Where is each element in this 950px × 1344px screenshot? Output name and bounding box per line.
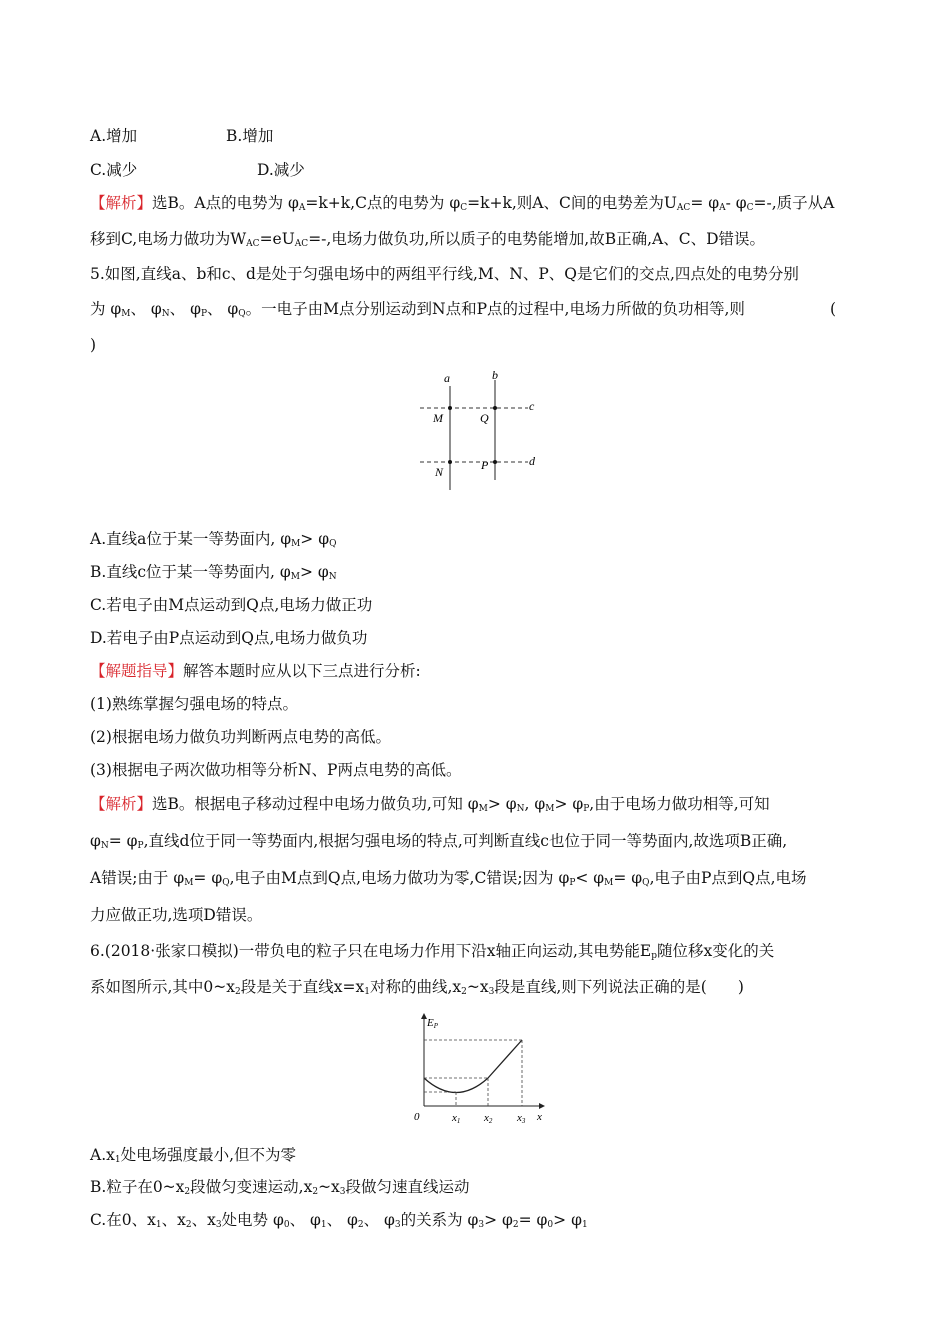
y-axis-label: EP xyxy=(427,1017,439,1030)
x1-label: x1 xyxy=(452,1112,461,1125)
q5-solution-line-4: 力应做正功,选项D错误。 xyxy=(90,906,263,924)
q5-option-d: D.若电子由P点运动到Q点,电场力做负功 xyxy=(90,629,368,647)
q5-answer-paren-close: ) xyxy=(90,336,97,354)
q5-answer-paren-open: ( xyxy=(830,300,837,318)
q6-graph-svg xyxy=(406,1008,556,1126)
point-P xyxy=(493,460,497,464)
q5-guide-point-2: (2)根据电场力做负功判断两点电势的高低。 xyxy=(90,728,391,746)
label-b: b xyxy=(492,368,498,382)
q5-option-c: C.若电子由M点运动到Q点,电场力做正功 xyxy=(90,596,373,614)
label-N: N xyxy=(435,465,444,479)
x-axis-label: x xyxy=(537,1111,542,1123)
solution-tag: 【解析】 xyxy=(90,795,153,813)
q5-solution-line-2: $\varphi_N= \varphi_P$,直线d位于同一等势面内,根据匀强电场的特点,可判断直线c也位于同一等势面内,故选项B正确, xyxy=(90,832,788,851)
label-d: d xyxy=(529,454,535,468)
q5-solution-line-1: 【解析】选B。根据电子移动过程中电场力做负功,可知 $\varphi_M> \varphi_N$, $\varphi_M> \varphi_P$,由于电场力做功相等,可知 xyxy=(90,795,770,814)
q6-option-b: B.粒子在$0\sim x_2$段做匀变速运动$,x_2\sim x_3$段做匀速直线运动 xyxy=(90,1178,470,1197)
q4-option-b: B.增加 xyxy=(226,127,274,145)
q6-option-c: C.在0、$x_1$、$x_2$、$x_3$处电势 $\varphi_0$、 $\varphi_1$、 $\varphi_2$、 $\varphi_3$的关系为 $\varphi_3> \varphi_2= \varphi_0> \varphi_1$ xyxy=(90,1211,588,1230)
ep-line-segment xyxy=(488,1040,522,1078)
point-M xyxy=(448,406,452,410)
q5-option-a: A.直线a位于某一等势面内, $\varphi_M> \varphi_Q$ xyxy=(90,530,337,549)
q4-option-a: A.增加 xyxy=(90,127,138,145)
q6-stem-line-1: 6.(2018·张家口模拟)一带负电的粒子只在电场力作用下沿x轴正向运动,其电势能$E_p$随位移x变化的关 xyxy=(90,942,775,961)
point-Q xyxy=(493,406,497,410)
ep-curve xyxy=(424,1078,488,1093)
q5-guide-point-1: (1)熟练掌握匀强电场的特点。 xyxy=(90,695,298,713)
q6-stem-line-2: 系如图所示,其中$0\sim x_2$段是关于直线$x=x_1$对称的曲线$,x_2\sim x_3$段是直线,则下列说法正确的是( ) xyxy=(90,978,744,997)
q5-grid-svg xyxy=(420,368,550,490)
q4-solution-line-1: 【解析】选B。A点的电势为 $\varphi_A=k+k,C$点的电势为 $\varphi_C=k+k$,则A、C间的电势差为$U_{AC}= \varphi_A-$ $\varphi_C=-$,质子从A xyxy=(90,194,835,213)
q4-option-c: C.减少 xyxy=(90,161,138,179)
label-c: c xyxy=(529,399,535,413)
q5-stem-line-2: 为 $\varphi_M$、 $\varphi_N$、 $\varphi_P$、 $\varphi_Q$。一电子由M点分别运动到N点和P点的过程中,电场力所做的负功相等,则 xyxy=(90,300,745,319)
x3-label: x3 xyxy=(517,1112,526,1125)
point-N xyxy=(448,460,452,464)
q5-guide-line: 【解题指导】解答本题时应从以下三点进行分析: xyxy=(90,662,421,680)
guide-tag: 【解题指导】 xyxy=(90,662,184,680)
q5-solution-line-3: A错误;由于 $\varphi_M= \varphi_Q$,电子由M点到Q点,电场力做功为零,C错误;因为 $\varphi_P< \varphi_M= \varphi_Q$,电子由P点到Q点,电场 xyxy=(90,869,807,888)
q5-option-b: B.直线c位于某一等势面内, $\varphi_M> \varphi_N$ xyxy=(90,563,337,582)
x2-label: x2 xyxy=(484,1112,493,1125)
label-M: M xyxy=(433,411,443,425)
label-Q: Q xyxy=(480,411,489,425)
q6-graph-figure xyxy=(406,1008,556,1126)
q5-guide-point-3: (3)根据电子两次做功相等分析N、P两点电势的高低。 xyxy=(90,761,462,779)
label-P: P xyxy=(481,458,489,472)
label-a: a xyxy=(444,371,450,385)
origin-label: 0 xyxy=(414,1111,420,1123)
q4-option-d: D.减少 xyxy=(257,161,305,179)
q6-option-a: $A.x_1$处电场强度最小,但不为零 xyxy=(90,1146,297,1165)
solution-tag: 【解析】 xyxy=(90,194,153,212)
q5-stem-line-1: 5.如图,直线a、b和c、d是处于匀强电场中的两组平行线,M、N、P、Q是它们的交点,四点处的电势分别 xyxy=(90,265,799,283)
q4-solution-line-2: 移到C,电场力做功为$W_{AC}=eU_{AC}=-$,电场力做负功,所以质子的电势能增加,故B正确,A、C、D错误。 xyxy=(90,230,765,249)
q5-grid-figure xyxy=(420,368,550,490)
